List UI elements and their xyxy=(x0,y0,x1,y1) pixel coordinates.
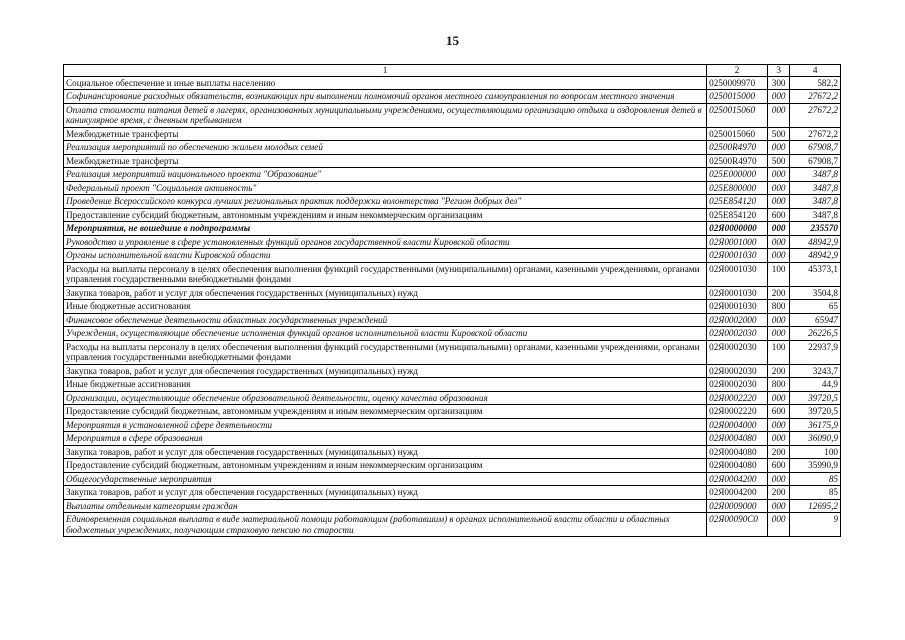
cell-code: 02Я0001000 xyxy=(707,235,768,249)
cell-name: Финансовое обеспечение деятельности областных государственных учреждений xyxy=(64,313,707,327)
table-row xyxy=(64,141,841,155)
cell-type: 300 xyxy=(767,76,789,90)
table-row xyxy=(64,418,841,432)
cell-type: 000 xyxy=(767,249,789,263)
cell-code: 02Я0002220 xyxy=(707,391,768,405)
cell-name: Выплаты отдельным категориям граждан xyxy=(64,499,707,513)
cell-code: 02Я0002030 xyxy=(707,378,768,392)
cell-type: 000 xyxy=(767,235,789,249)
cell-type: 600 xyxy=(767,459,789,473)
cell-sum: 27672,2 xyxy=(790,127,841,141)
cell-name: Закупка товаров, работ и услуг для обеспечения государственных (муниципальных) нужд xyxy=(64,286,707,300)
cell-name: Мероприятия, не вошедшие в подпрограммы xyxy=(64,222,707,236)
table-row xyxy=(64,262,841,286)
cell-name: Иные бюджетные ассигнования xyxy=(64,378,707,392)
table-row xyxy=(64,90,841,104)
cell-type: 000 xyxy=(767,181,789,195)
cell-name: Предоставление субсидий бюджетным, автономным учреждениям и иным некоммерческим организациям xyxy=(64,405,707,419)
cell-code: 025E800000 xyxy=(707,181,768,195)
table-row xyxy=(64,513,841,537)
cell-code: 02Я0004000 xyxy=(707,418,768,432)
table-row xyxy=(64,445,841,459)
cell-sum: 67908,7 xyxy=(790,154,841,168)
cell-sum: 3487,8 xyxy=(790,208,841,222)
table-row xyxy=(64,208,841,222)
cell-code: 0250015060 xyxy=(707,127,768,141)
table-row xyxy=(64,364,841,378)
table-row xyxy=(64,391,841,405)
cell-type: 000 xyxy=(767,222,789,236)
cell-code: 02Я0004200 xyxy=(707,472,768,486)
cell-sum: 39720,5 xyxy=(790,405,841,419)
cell-sum: 44,9 xyxy=(790,378,841,392)
cell-code: 02Я0004080 xyxy=(707,445,768,459)
table-row xyxy=(64,300,841,314)
table-row xyxy=(64,405,841,419)
cell-sum: 26226,5 xyxy=(790,327,841,341)
cell-name: Органы исполнительной власти Кировской области xyxy=(64,249,707,263)
cell-name: Межбюджетные трансферты xyxy=(64,154,707,168)
cell-sum: 27672,2 xyxy=(790,103,841,127)
cell-type: 000 xyxy=(767,90,789,104)
cell-name: Расходы на выплаты персоналу в целях обеспечения выполнения функций государственными (муниципальными) органами, казенными учреждениями, органами управления государственными внебюджетными фондами xyxy=(64,262,707,286)
cell-code: 02Я0009000 xyxy=(707,499,768,513)
column-header-code: 2 xyxy=(707,65,768,77)
cell-name: Мероприятия в сфере образования xyxy=(64,432,707,446)
column-header-sum: 4 xyxy=(790,65,841,77)
table-row xyxy=(64,195,841,209)
cell-type: 000 xyxy=(767,168,789,182)
cell-type: 000 xyxy=(767,103,789,127)
cell-type: 200 xyxy=(767,286,789,300)
cell-type: 500 xyxy=(767,154,789,168)
table-row xyxy=(64,181,841,195)
table-row xyxy=(64,432,841,446)
cell-sum: 22937,9 xyxy=(790,340,841,364)
table-row xyxy=(64,76,841,90)
cell-code: 025E854120 xyxy=(707,208,768,222)
table-row xyxy=(64,235,841,249)
cell-code: 02Я0002030 xyxy=(707,364,768,378)
cell-sum: 12695,2 xyxy=(790,499,841,513)
cell-code: 0250009970 xyxy=(707,76,768,90)
cell-type: 000 xyxy=(767,499,789,513)
cell-type: 100 xyxy=(767,262,789,286)
table-row xyxy=(64,168,841,182)
table-row xyxy=(64,459,841,473)
cell-type: 200 xyxy=(767,364,789,378)
table-row xyxy=(64,222,841,236)
cell-code: 02Я00090С0 xyxy=(707,513,768,537)
table-row xyxy=(64,486,841,500)
cell-sum: 36175,9 xyxy=(790,418,841,432)
cell-sum: 3243,7 xyxy=(790,364,841,378)
cell-sum: 85 xyxy=(790,472,841,486)
cell-code: 02Я0001030 xyxy=(707,262,768,286)
cell-type: 600 xyxy=(767,405,789,419)
table-row xyxy=(64,472,841,486)
cell-type: 800 xyxy=(767,378,789,392)
cell-code: 02Я0001030 xyxy=(707,249,768,263)
table-row xyxy=(64,378,841,392)
cell-name: Федеральный проект "Социальная активность" xyxy=(64,181,707,195)
cell-name: Иные бюджетные ассигнования xyxy=(64,300,707,314)
cell-name: Софинансирование расходных обязательств, возникающих при выполнении полномочий органов местного самоуправления по вопросам местного значения xyxy=(64,90,707,104)
cell-name: Реализация мероприятий по обеспечению жильем молодых семей xyxy=(64,141,707,155)
cell-name: Общегосударственные мероприятия xyxy=(64,472,707,486)
table-row xyxy=(64,103,841,127)
cell-name: Реализация мероприятий национального проекта "Образование" xyxy=(64,168,707,182)
table-header-row xyxy=(64,65,841,77)
cell-sum: 100 xyxy=(790,445,841,459)
cell-name: Оплата стоимости питания детей в лагерях, организованных муниципальными учреждениями, осуществляющими организацию отдыха и оздоровления детей в каникулярное время, с дневным пребыванием xyxy=(64,103,707,127)
cell-code: 02Я0001030 xyxy=(707,300,768,314)
cell-code: 02500R4970 xyxy=(707,154,768,168)
table-row xyxy=(64,327,841,341)
cell-code: 02Я0002000 xyxy=(707,313,768,327)
cell-sum: 235570 xyxy=(790,222,841,236)
cell-name: Предоставление субсидий бюджетным, автономным учреждениям и иным некоммерческим организациям xyxy=(64,459,707,473)
cell-sum: 3504,8 xyxy=(790,286,841,300)
cell-sum: 39720,5 xyxy=(790,391,841,405)
cell-sum: 35990,9 xyxy=(790,459,841,473)
budget-table xyxy=(63,64,841,537)
cell-sum: 3487,8 xyxy=(790,195,841,209)
cell-name: Закупка товаров, работ и услуг для обеспечения государственных (муниципальных) нужд xyxy=(64,486,707,500)
table-row xyxy=(64,286,841,300)
cell-sum: 48942,9 xyxy=(790,249,841,263)
cell-code: 02Я0002220 xyxy=(707,405,768,419)
cell-type: 000 xyxy=(767,327,789,341)
cell-sum: 9 xyxy=(790,513,841,537)
cell-name: Межбюджетные трансферты xyxy=(64,127,707,141)
cell-type: 800 xyxy=(767,300,789,314)
cell-name: Организации, осуществляющие обеспечение образовательной деятельности, оценку качества образования xyxy=(64,391,707,405)
cell-type: 000 xyxy=(767,432,789,446)
cell-name: Расходы на выплаты персоналу в целях обеспечения выполнения функций государственными (муниципальными) органами, казенными учреждениями, органами управления государственными внебюджетными фондами xyxy=(64,340,707,364)
cell-type: 500 xyxy=(767,127,789,141)
cell-type: 200 xyxy=(767,445,789,459)
cell-sum: 65 xyxy=(790,300,841,314)
cell-type: 000 xyxy=(767,313,789,327)
cell-sum: 582,2 xyxy=(790,76,841,90)
cell-type: 200 xyxy=(767,486,789,500)
cell-type: 000 xyxy=(767,141,789,155)
cell-type: 000 xyxy=(767,195,789,209)
cell-name: Руководство и управление в сфере установленных функций органов государственной власти Кировской области xyxy=(64,235,707,249)
cell-sum: 48942,9 xyxy=(790,235,841,249)
page-number: 15 xyxy=(446,33,459,48)
table-row xyxy=(64,499,841,513)
cell-sum: 45373,1 xyxy=(790,262,841,286)
table-body xyxy=(64,76,841,537)
cell-code: 02Я0001030 xyxy=(707,286,768,300)
cell-type: 100 xyxy=(767,340,789,364)
table-row xyxy=(64,340,841,364)
column-header-name: 1 xyxy=(64,65,707,77)
column-header-type: 3 xyxy=(767,65,789,77)
table-row xyxy=(64,127,841,141)
cell-code: 025E854120 xyxy=(707,195,768,209)
table-row xyxy=(64,249,841,263)
cell-name: Предоставление субсидий бюджетным, автономным учреждениям и иным некоммерческим организациям xyxy=(64,208,707,222)
cell-sum: 67908,7 xyxy=(790,141,841,155)
cell-name: Проведение Всероссийского конкурса лучших региональных практик поддержки волонтерства "Регион добрых дел" xyxy=(64,195,707,209)
cell-name: Единовременная социальная выплата в виде материальной помощи работающим (работавшим) в органах исполнительной власти области и областных бюджетных учреждениях, получающим страховую пенсию по старости xyxy=(64,513,707,537)
cell-type: 000 xyxy=(767,513,789,537)
cell-code: 02Я0004200 xyxy=(707,486,768,500)
cell-code: 025E000000 xyxy=(707,168,768,182)
cell-code: 02Я0004080 xyxy=(707,432,768,446)
cell-name: Учреждения, осуществляющие обеспечение исполнения функций органов исполнительной власти Кировской области xyxy=(64,327,707,341)
cell-code: 02Я0002030 xyxy=(707,327,768,341)
cell-name: Закупка товаров, работ и услуг для обеспечения государственных (муниципальных) нужд xyxy=(64,445,707,459)
cell-type: 600 xyxy=(767,208,789,222)
table-row xyxy=(64,154,841,168)
cell-type: 000 xyxy=(767,418,789,432)
cell-name: Мероприятия в установленной сфере деятельности xyxy=(64,418,707,432)
cell-name: Закупка товаров, работ и услуг для обеспечения государственных (муниципальных) нужд xyxy=(64,364,707,378)
table-row xyxy=(64,313,841,327)
cell-type: 000 xyxy=(767,472,789,486)
cell-sum: 85 xyxy=(790,486,841,500)
cell-sum: 36090,9 xyxy=(790,432,841,446)
cell-code: 02Я0000000 xyxy=(707,222,768,236)
cell-code: 0250015060 xyxy=(707,103,768,127)
cell-sum: 65947 xyxy=(790,313,841,327)
cell-code: 02Я0002030 xyxy=(707,340,768,364)
cell-sum: 27672,2 xyxy=(790,90,841,104)
cell-sum: 3487,8 xyxy=(790,168,841,182)
cell-name: Социальное обеспечение и иные выплаты населению xyxy=(64,76,707,90)
cell-code: 02Я0004080 xyxy=(707,459,768,473)
cell-sum: 3487,8 xyxy=(790,181,841,195)
cell-type: 000 xyxy=(767,391,789,405)
cell-code: 02500R4970 xyxy=(707,141,768,155)
cell-code: 0250015000 xyxy=(707,90,768,104)
